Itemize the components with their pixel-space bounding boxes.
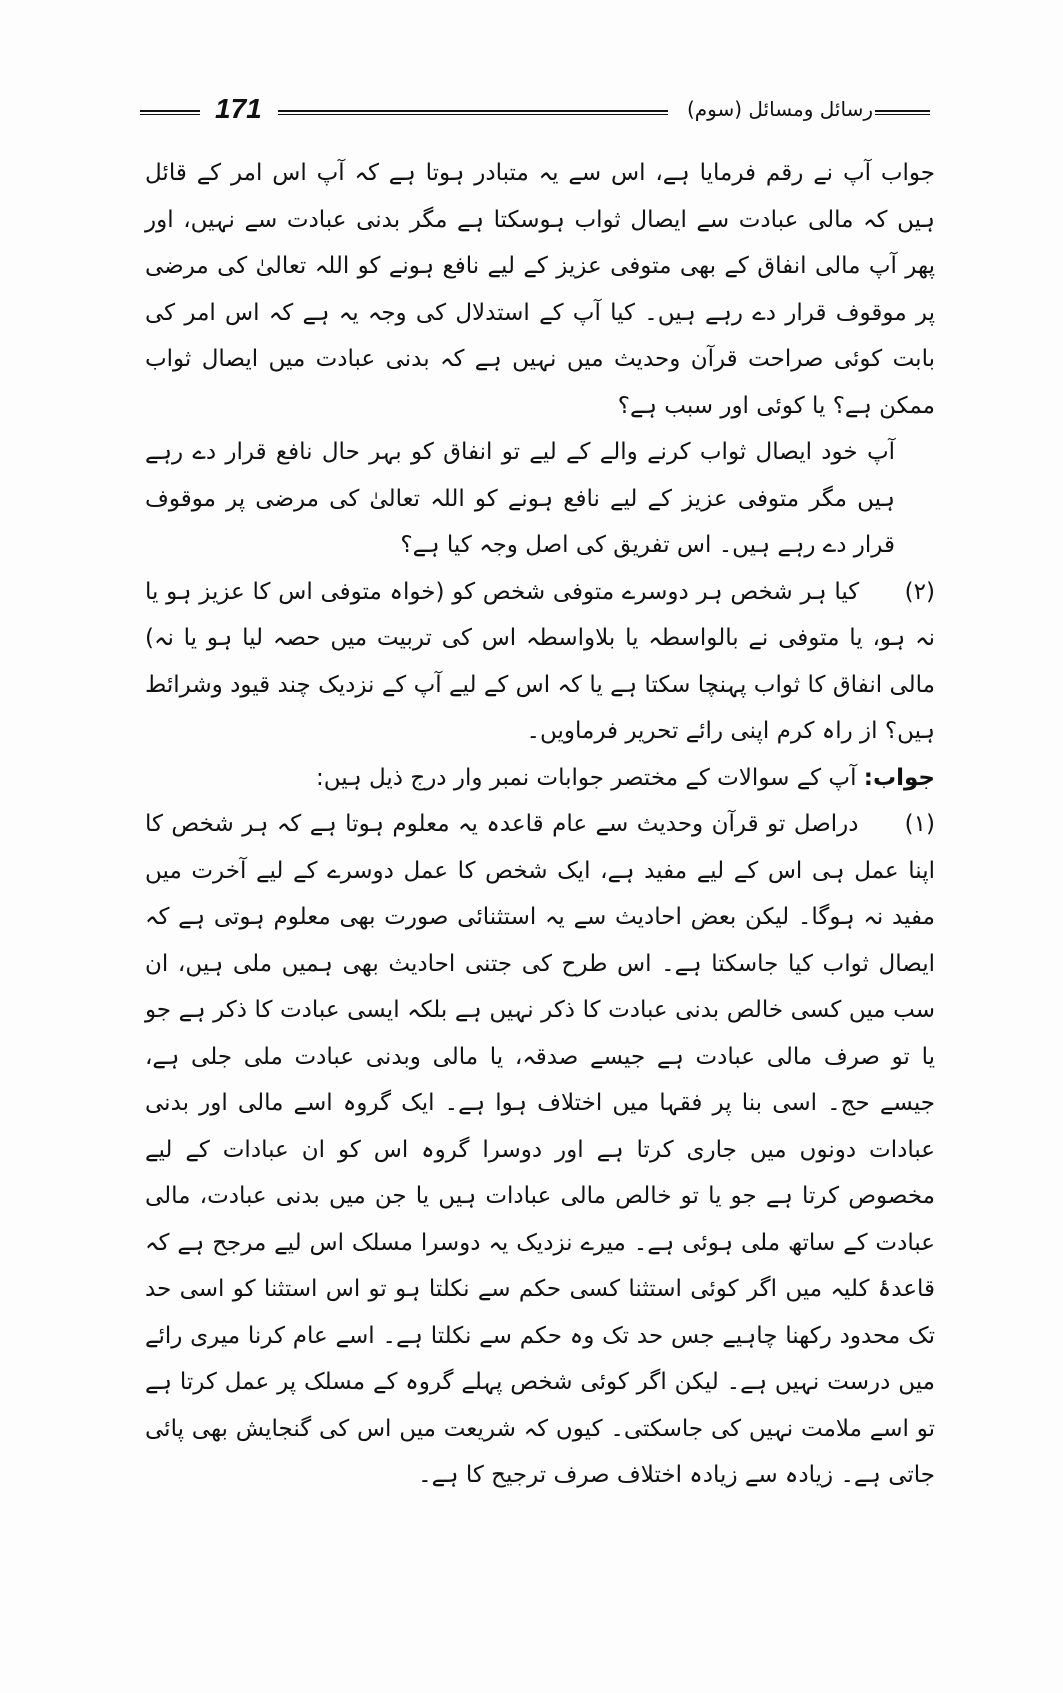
paragraph-answer-1 — [145, 801, 935, 1499]
running-header — [140, 92, 930, 128]
paragraph-text: آپ خود ایصال ثواب کرنے والے کے لیے تو انفاق کو بہر حال نافع قرار دے رہے ہیں مگر متوفی عزیز کے لیے نافع ہونے کو اللہ تعالیٰ کی مرضی پر موقوف قرار دے رہے ہیں۔ اس تفریق کی اصل وجہ کیا ہے؟ — [145, 439, 895, 558]
paragraph-text: کیا ہر شخص ہر دوسرے متوفی شخص کو (خواہ متوفی اس کا عزیز ہو یا نہ ہو، یا متوفی نے بالواسطہ یا بلاواسطہ اس کی تربیت میں حصہ لیا ہو یا نہ) مالی انفاق کا ثواب پہنچا سکتا ہے یا کہ اس کے لیے آپ کے نزدیک چند قیود وشرائط ہیں؟ از راہ کرم اپنی رائے تحریر فرماویں۔ — [145, 578, 935, 744]
header-rule-right — [875, 110, 930, 115]
header-rule-middle — [278, 110, 668, 115]
paragraph-text: آپ کے سوالات کے مختصر جوابات نمبر وار درج ذیل ہیں: — [316, 764, 857, 791]
paragraph-answer-intro — [145, 755, 935, 802]
page-number: 171 — [215, 93, 262, 124]
paragraph-question-1-continued — [145, 150, 935, 429]
paragraph-question-2 — [145, 569, 935, 755]
item-number: (۲) — [904, 578, 935, 605]
paragraph-text: دراصل تو قرآن وحدیث سے عام قاعدہ یہ معلوم ہوتا ہے کہ ہر شخص کا اپنا عمل ہی اس کے لیے مفید ہے، ایک شخص کا عمل دوسرے کے لیے آخرت میں مفید نہ ہوگا۔ لیکن بعض احادیث سے یہ استثنائی صورت بھی معلوم ہوتی ہے کہ ایصال ثواب کیا جاسکتا ہے۔ اس طرح کی جتنی احادیث بھی ہمیں ملی ہیں، ان سب میں کسی خالص بدنی عبادت کا ذکر نہیں ہے بلکہ ایسی عبادت کا ذکر ہے جو یا تو صرف مالی عبادت ہے جیسے صدقہ، یا مالی وبدنی عبادت ملی جلی ہے، جیسے حج۔ اسی بنا پر فقہا میں اختلاف ہوا ہے۔ ایک گروہ اسے مالی اور بدنی عبادات دونوں میں جاری کرتا ہے اور دوسرا گروہ اس کو ان عبادات کے لیے مخصوص کرتا ہے جو یا تو خالص مالی عبادات ہیں یا جن میں بدنی عبادت، مالی عبادت کے ساتھ ملی ہوئی ہے۔ میرے نزدیک یہ دوسرا مسلک اس لیے مرجح ہے کہ قاعدۂ کلیہ میں اگر کوئی استثنا کسی حکم سے نکلتا ہو تو اس استثنا کو اسی حد تک محدود رکھنا چاہیے جس حد تک وہ حکم سے نکلتا ہے۔ اسے عام کرنا میری رائے میں درست نہیں ہے۔ لیکن اگر کوئی شخص پہلے گروہ کے مسلک پر عمل کرتا ہے تو اسے ملامت نہیں کی جاسکتی۔ کیوں کہ شریعت میں اس کی گنجایش بھی پائی جاتی ہے۔ زیادہ سے زیادہ اختلاف صرف ترجیح کا ہے۔ — [145, 811, 935, 1488]
paragraph-text: جواب آپ نے رقم فرمایا ہے، اس سے یہ متبادر ہوتا ہے کہ آپ اس امر کے قائل ہیں کہ مالی عبادت سے ایصال ثواب ہوسکتا ہے مگر بدنی عبادت سے نہیں، اور پھر آپ مالی انفاق کے بھی متوفی عزیز کے لیے نافع ہونے کو اللہ تعالیٰ کی مرضی پر موقوف قرار دے رہے ہیں۔ کیا آپ کے استدلال کی وجہ یہ ہے کہ اس امر کی بابت کوئی صراحت قرآن وحدیث میں نہیں ہے کہ بدنی عبادت میں ایصال ثواب ممکن ہے؟ یا کوئی اور سبب ہے؟ — [145, 160, 935, 419]
page-body — [145, 150, 935, 1499]
paragraph-question-1-followup — [145, 429, 935, 569]
header-rule-left — [140, 110, 200, 115]
item-number: (۱) — [904, 811, 935, 837]
answer-label: جواب: — [863, 764, 935, 791]
book-title: رسائل ومسائل (سوم) — [686, 97, 873, 121]
